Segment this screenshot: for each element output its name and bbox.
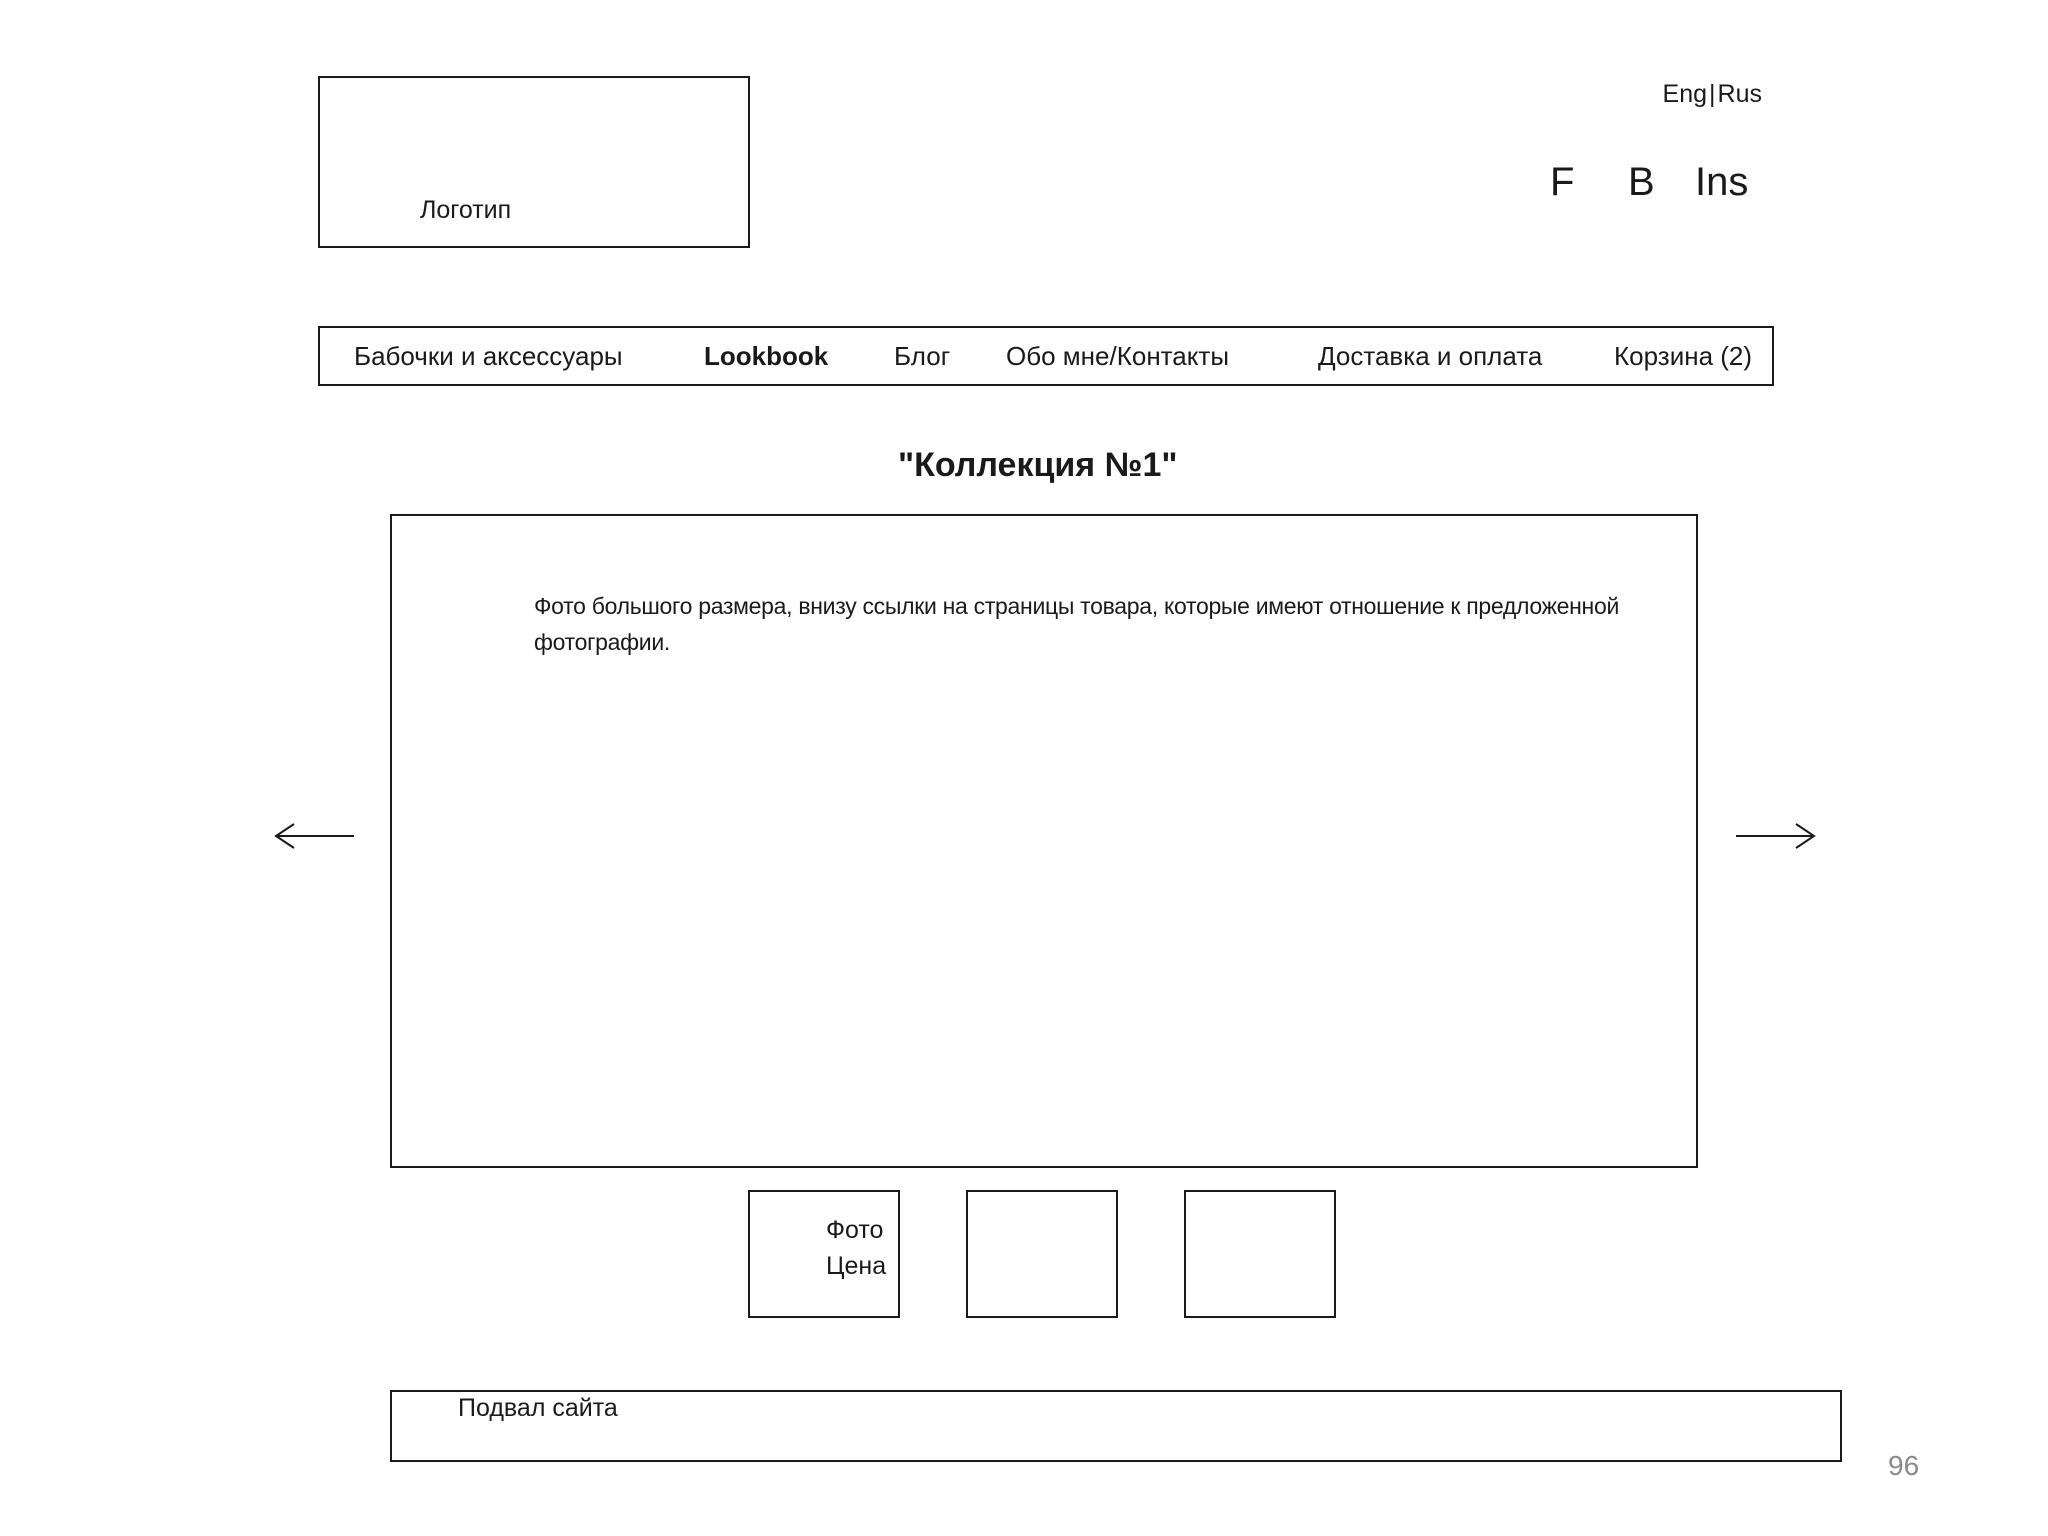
nav-item-blog[interactable]: Блог (894, 341, 951, 371)
blog-link[interactable]: B (1628, 160, 1655, 204)
logo[interactable] (318, 76, 750, 248)
site-footer (390, 1390, 1842, 1462)
nav-item-lookbook[interactable]: Lookbook (704, 341, 829, 371)
lang-separator: | (1709, 80, 1716, 108)
nav-item-delivery-payment[interactable]: Доставка и оплата (1318, 341, 1543, 371)
arrow-left-icon[interactable] (272, 818, 356, 854)
product-thumbnail[interactable] (966, 1190, 1118, 1318)
arrow-right-icon[interactable] (1734, 818, 1818, 854)
product-thumbnail[interactable] (1184, 1190, 1336, 1318)
thumbnail-caption (826, 1212, 886, 1284)
thumbnail-price-label: Цена (826, 1252, 887, 1280)
facebook-link[interactable]: F (1550, 160, 1575, 204)
main-photo[interactable] (390, 514, 1698, 1168)
main-nav (318, 326, 1774, 386)
nav-item-butterflies-accessories[interactable]: Бабочки и аксессуары (354, 341, 623, 371)
thumbnail-photo-label: Фото (826, 1216, 884, 1244)
logo-label: Логотип (420, 196, 512, 224)
instagram-link[interactable]: Ins (1695, 160, 1749, 204)
main-photo-description: Фото большого размера, внизу ссылки на страницы товара, которые имеют отношение к предложенной фотографии. (534, 593, 1619, 655)
language-switcher (1663, 80, 1762, 109)
product-thumbnail[interactable] (748, 1190, 900, 1318)
footer-label: Подвал сайта (458, 1394, 618, 1422)
lang-eng-link[interactable]: Eng (1662, 80, 1708, 108)
page-number: 96 (1888, 1450, 1920, 1481)
nav-item-about-contacts[interactable]: Обо мне/Контакты (1006, 341, 1230, 371)
page-title: "Коллекция №1" (898, 446, 1178, 484)
lang-rus-link[interactable]: Rus (1717, 80, 1762, 108)
nav-item-cart[interactable]: Корзина (2) (1614, 341, 1753, 371)
